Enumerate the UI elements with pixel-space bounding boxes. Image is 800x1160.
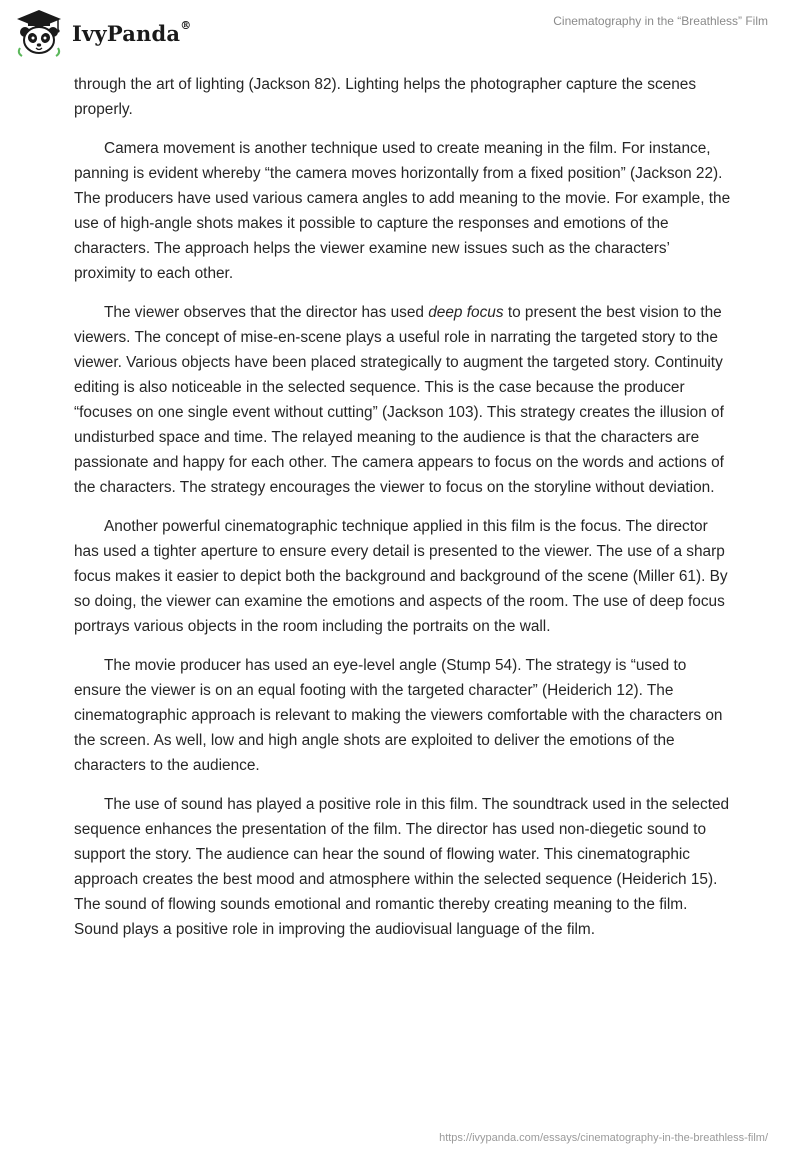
paragraph-6: The use of sound has played a positive role in this film. The soundtrack used in the selected sequence enhances the presentation of the film. The director has used non-diegetic sound to support the story. The audience can hear the sound of flowing water. This cinematographic approach creates the best mood and atmosphere within the selected sequence (Heiderich 15). The sound of flowing sounds emotional and romantic thereby creating meaning to the film. Sound plays a positive role in improving the audiovisual language of the film.	[74, 796, 730, 938]
document-title: Cinematography in the “Breathless” Film	[553, 14, 768, 28]
paragraph-1: through the art of lighting (Jackson 82). Lighting helps the photographer capture the scenes properly.	[74, 76, 697, 118]
panda-graduate-icon	[14, 8, 64, 58]
paragraph-4: Another powerful cinematographic technique applied in this film is the focus. The director has used a tighter aperture to ensure every detail is presented to the viewer. The use of a sharp focus makes it easier to depict both the background and background of the scene (Miller 61). By so doing, the viewer can examine the emotions and aspects of the room. The use of deep focus portrays various objects in the room including the portraits on the wall.	[74, 518, 728, 635]
emphasis-term: deep focus	[428, 304, 504, 321]
page-header	[0, 0, 800, 64]
paragraph-3-lead: The viewer observes that the director has used	[104, 304, 429, 321]
registered-mark: ®	[180, 18, 192, 32]
paragraph-3-rest: to present the best vision to the viewers. The concept of mise-en-scene plays a useful role in narrating the targeted story to the viewer. Various objects have been placed strategically to augment the targeted story. Continuity editing is also noticeable in the selected sequence. This is the case because the producer “focuses on one single event without cutting” (Jackson 103). This strategy creates the illusion of undisturbed space and time. The relayed meaning to the audience is that the characters are passionate and happy for each other. The camera appears to focus on the words and actions of the characters. The strategy encourages the viewer to focus on the storyline without deviation.	[74, 304, 724, 496]
essay-body	[74, 72, 734, 956]
brand-name: IvyPanda®	[72, 18, 192, 46]
paragraph-2: Camera movement is another technique used to create meaning in the film. For instance, panning is evident whereby “the camera moves horizontally from a fixed position” (Jackson 22). The producers have used various camera angles to add meaning to the movie. For example, the use of high-angle shots makes it possible to capture the responses and emotions of the characters. The approach helps the viewer examine new issues such as the characters’ proximity to each other.	[74, 140, 731, 282]
paragraph-3	[74, 300, 734, 500]
source-url-link[interactable]: https://ivypanda.com/essays/cinematography-in-the-breathless-film/	[439, 1132, 768, 1144]
paragraph-5: The movie producer has used an eye-level angle (Stump 54). The strategy is “used to ensure the viewer is on an equal footing with the targeted character” (Heiderich 12). The cinematographic approach is relevant to making the viewers comfortable with the characters on the screen. As well, low and high angle shots are exploited to deliver the emotions of the characters to the audience.	[74, 657, 723, 774]
brand-logo[interactable]	[14, 8, 191, 58]
